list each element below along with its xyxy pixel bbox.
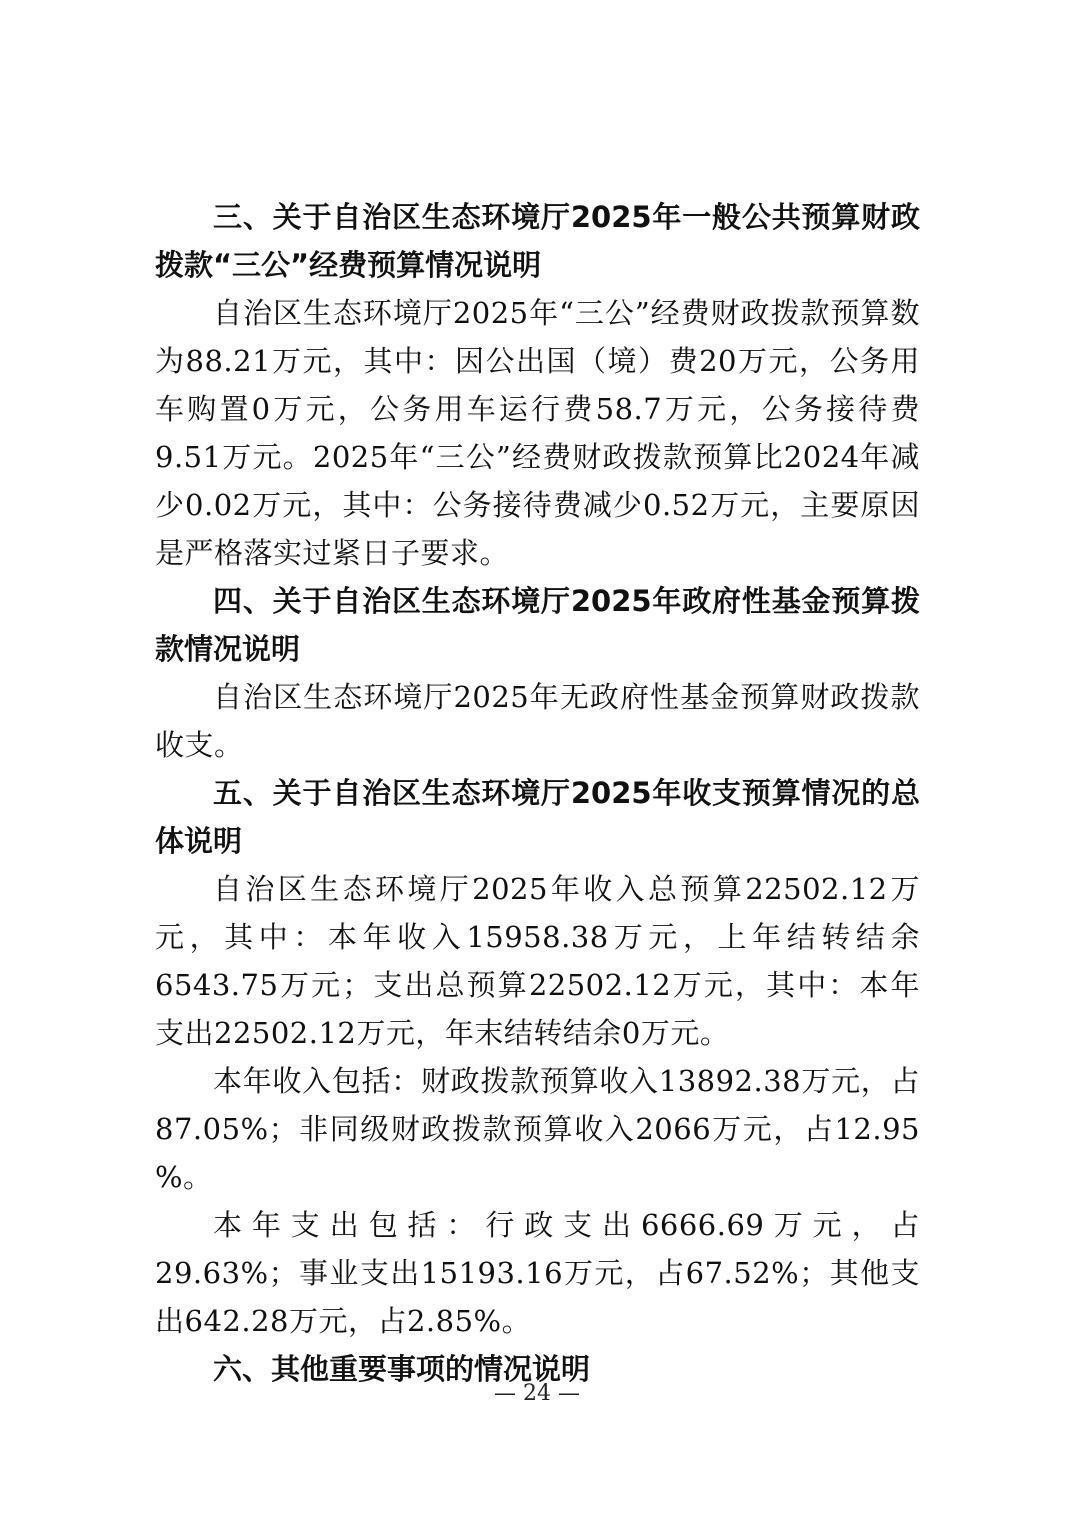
section-paragraph: 自治区生态环境厅2025年收入总预算22502.12万元，其中：本年收入15958.38万元，上年结转结余6543.75万元；支出总预算22502.12万元，其中：本年支出22502.12万元，年末结转结余0万元。 xyxy=(155,872,920,1050)
document-page xyxy=(155,193,920,1393)
section-heading-4: 四、关于自治区生态环境厅2025年政府性基金预算拨款情况说明 xyxy=(155,584,920,666)
section-paragraph: 本年支出包括：行政支出6666.69万元，占29.63%；事业支出15193.16万元，占67.52%；其他支出642.28万元，占2.85%。 xyxy=(155,1208,920,1338)
section-paragraph: 本年收入包括：财政拨款预算收入13892.38万元，占87.05%；非同级财政拨款预算收入2066万元，占12.95 %。 xyxy=(155,1064,920,1194)
section-heading-3: 三、关于自治区生态环境厅2025年一般公共预算财政拨款“三公”经费预算情况说明 xyxy=(155,200,920,282)
page-number: — 24 — xyxy=(494,1381,580,1406)
section-paragraph: 自治区生态环境厅2025年“三公”经费财政拨款预算数为88.21万元，其中：因公出国（境）费20万元，公务用车购置0万元，公务用车运行费58.7万元，公务接待费9.51万元。2025年“三公”经费财政拨款预算比2024年减少0.02万元，其中：公务接待费减少0.52万元，主要原因是严格落实过紧日子要求。 xyxy=(155,296,920,570)
section-heading-6: 六、其他重要事项的情况说明 xyxy=(213,1352,591,1386)
section-heading-5: 五、关于自治区生态环境厅2025年收支预算情况的总体说明 xyxy=(155,776,920,858)
section-paragraph: 自治区生态环境厅2025年无政府性基金预算财政拨款收支。 xyxy=(155,680,920,762)
